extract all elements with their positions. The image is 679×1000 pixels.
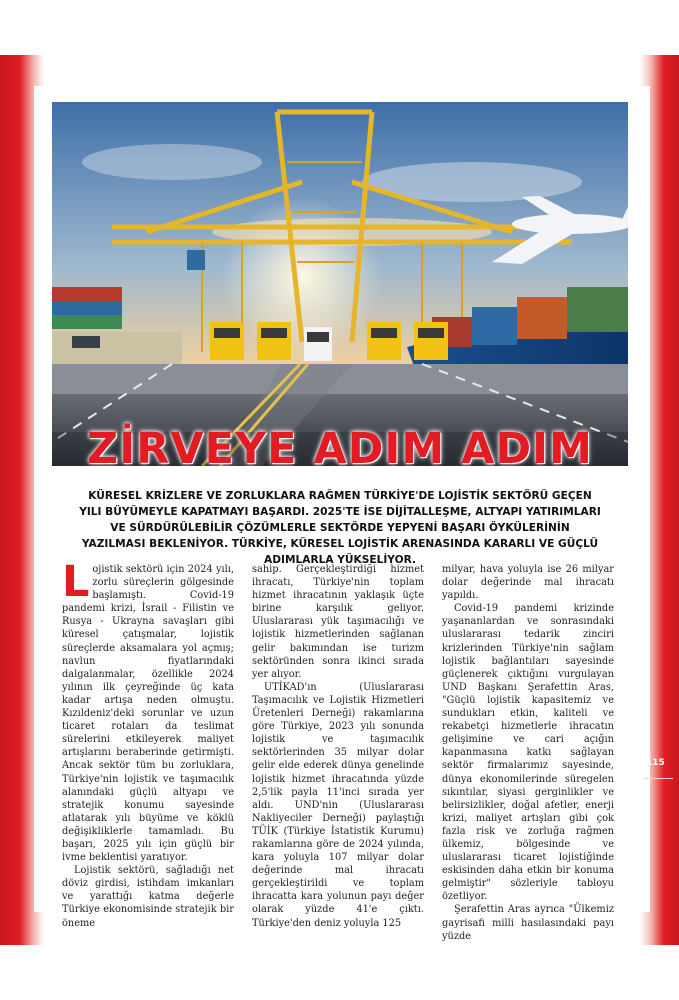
article-paragraph: UTİKAD'ın (Uluslararası Taşımacılık ve Lojistik Hizmetleri Üretenleri Derneği) rakamlarına göre Türkiye, 2023 yılı sonunda lojistik ve taşımacılık sektörlerinden 35 milyar dolar gelir elde ederek dünya genelinde lojistik hizmet ihracatında yüzde 2,5'lik payla 11'inci sırada yer aldı. UND'nin (Uluslararası Nakliyeciler Derneği) paylaştığı TÜİK (Türkiye İstatistik Kurumu) rakamlarına göre de 2024 yılında, kara yoluyla 107 milyar dolar değerinde mal ihracatı gerçekleştirildi ve toplam ihracatta kara yolunun payı değer olarak yüzde 41'e çıktı. Türkiye'den deniz yoluyla 125	[252, 681, 424, 929]
article-column-3	[442, 563, 614, 943]
article-column-2	[252, 563, 424, 930]
logistics-hero-image	[52, 102, 628, 466]
logistics-illustration	[52, 102, 628, 466]
paragraph-text: ojistik sektörü için 2024 yılı, zorlu süreçlerin gölgesinde başlamıştı. Covid-19 pandemi krizi, İsrail - Filistin ve Rusya - Ukrayna savaşları gibi küresel çatışmalar, lojistik süreçlerde aksamalara yol açmış; navlun fiyatlarındaki dalgalanmalar, özellikle 2024 yılının ilk çeyreğinde üç kata kadar artışa neden olmuştu. Kızıldeniz'deki sorunlar ve uzun ticaret rotaları da teslimat sürelerini etkileyerek maliyet artışlarını beraberinde getirmişti. Ancak sektör tüm bu zorluklara, Türkiye'nin lojistik ve taşımacılık alanındaki güçlü altyapı ve stratejik konumu sayesinde atlatarak yılı büyüme ve köklü değişikliklerle tamamladı. Bu başarı, 2025 yılı için güçlü bir ivme beklentisi yaratıyor.	[62, 564, 234, 864]
article-paragraph: Lojistik sektörü, sağladığı net döviz girdisi, istihdam imkanları ve yarattığı katma değerle Türkiye ekonomisinde stratejik bir öneme	[62, 865, 234, 929]
headline: ZİRVEYE ADIM ADIM	[87, 424, 593, 474]
page-number: 115	[646, 758, 665, 768]
page-number-rule	[643, 778, 673, 779]
article-paragraph: Şerafettin Aras ayrıca "Ülkemiz gayrisafi milli hasılasındaki payı yüzde	[442, 904, 614, 942]
lead-paragraph: KÜRESEL KRİZLERE VE ZORLUKLARA RAĞMEN TÜRKİYE'DE LOJİSTİK SEKTÖRÜ GEÇEN YILI BÜYÜMEYLE KAPATMAYI BAŞARDI. 2025'TE İSE DİJİTALLEŞME, ALTYAPI YATIRIMLARI VE SÜRDÜRÜLEBİLİR ÇÖZÜMLERLE SEKTÖRDE YEPYENİ BAŞARI ÖYKÜLERİNİN YAZILMASI BEKLENİYOR. TÜRKİYE, KÜRESEL LOJİSTİK ARENASINDA KARARLI VE GÜÇLÜ ADIMLARLA YÜKSELİYOR.	[79, 490, 601, 566]
article-paragraph: sahip. Gerçekleştirdiği hizmet ihracatı, Türkiye'nin toplam hizmet ihracatının yaklaşık üçte birine karşılık geliyor. Uluslararası yük taşımacılığı ve lojistik hizmetlerinden sağlanan gelir bakımından ise turizm sektöründen sonra ikinci sırada yer alıyor.	[252, 564, 424, 680]
article-paragraph: milyar, hava yoluyla ise 26 milyar dolar değerinde mal ihracatı yapıldı.	[442, 564, 614, 602]
article-paragraph	[62, 557, 234, 864]
article-paragraph: Covid-19 pandemi krizinde yaşananlardan ve sonrasındaki uluslararası tedarik zinciri krizlerinden Türkiye'nin sağlam lojistik bağlantıları sayesinde güçlenerek çıktığını vurgulayan UND Başkanı Şerafettin Aras, "Güçlü lojistik kapasitemiz ve sundukları etkin, kaliteli ve rekabetçi hizmetlerle ihracatın gelişimine ve cari açığın kapanmasına katkı sağlayan sektör firmalarımız sayesinde, dünya ekonomilerinde süregelen sıkıntılar, siyasi gerginlikler ve belirsizlikler, doğal afetler, enerji krizi, maliyet artışları gibi çok fazla risk ve zorluğa rağmen ülkemiz, bölgesinde ve uluslararası ticaret lojistiğinde eskisinden daha etkin bir konuma gelmiştir" sözleriyle tabloyu özetliyor.	[442, 603, 614, 903]
article-column-1	[62, 557, 234, 930]
drop-cap: L	[62, 557, 90, 607]
